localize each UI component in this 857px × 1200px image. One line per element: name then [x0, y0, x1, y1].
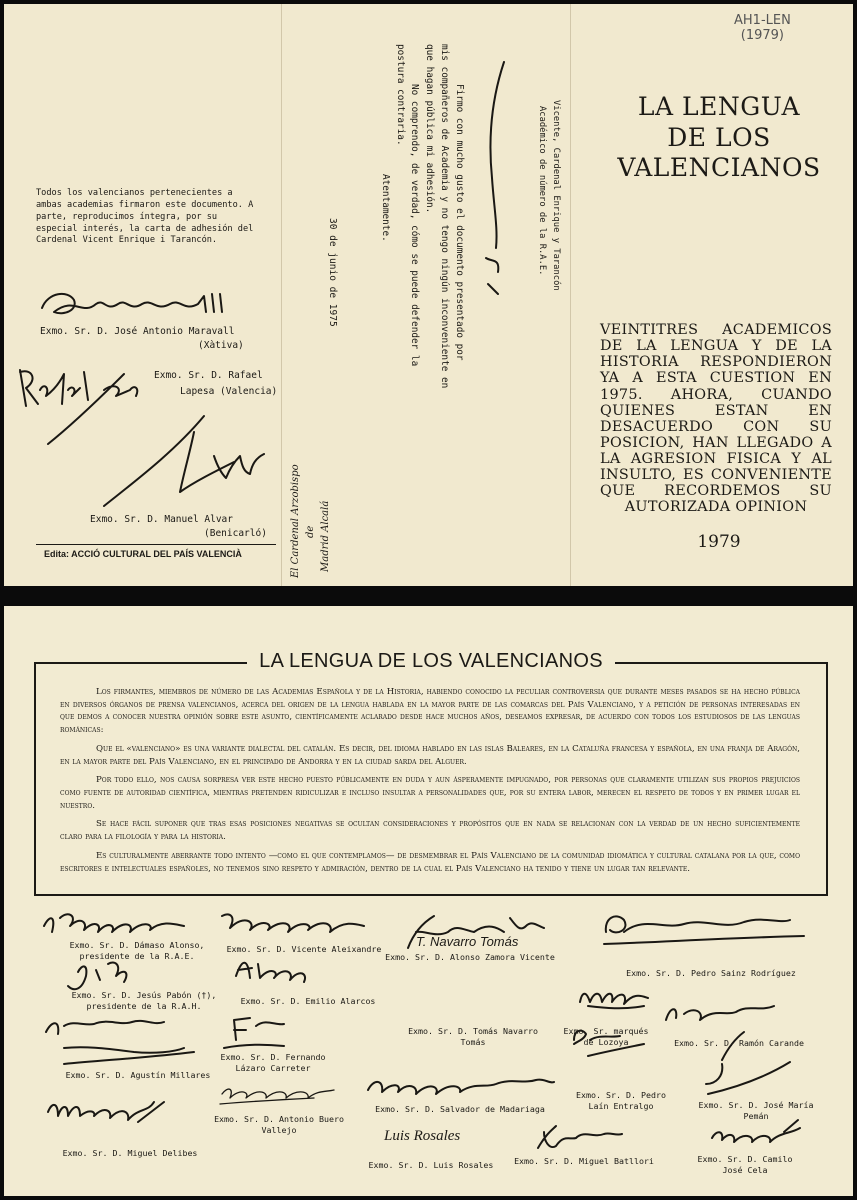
- archive-stamp: [734, 14, 791, 44]
- signatory-line: Pemán: [743, 1110, 769, 1121]
- signatory-line: Exmo. Sr. D. Dámaso Alonso,: [69, 940, 205, 950]
- signatory-line: Exmo. Sr. D. Emilio Alarcos: [240, 996, 376, 1006]
- signatory-line: Exmo. Sr. D. Pedro: [576, 1090, 666, 1100]
- stamp-year: (1979): [740, 27, 785, 43]
- signatory-line: Exmo. Sr. D. Vicente Aleixandre: [226, 944, 382, 954]
- signatory-line: Tomás: [460, 1036, 486, 1047]
- signer-place: (Benicarló): [204, 528, 267, 539]
- alvar-signature: [94, 412, 274, 512]
- cover-title: [604, 92, 834, 184]
- manifesto-title: LA LENGUA DE LOS VALENCIANOS: [247, 650, 615, 672]
- signer-name: Exmo. Sr. D. Manuel Alvar: [90, 514, 233, 525]
- letter-line: mis compañeros de Academia y no tengo ningún inconveniente en: [439, 44, 451, 389]
- signatory-line: presidente de la R.A.E.: [79, 950, 195, 961]
- signatory-caption: [214, 944, 394, 955]
- signer-name: Exmo. Sr. D. Rafael: [154, 370, 263, 381]
- cover-title-line: LA LENGUA: [637, 92, 801, 121]
- signatory-caption: [228, 996, 388, 1007]
- cover-title-line: VALENCIANOS: [617, 153, 821, 182]
- signer-place: Lapesa (Valencia): [180, 386, 278, 397]
- signatory-line: Exmo. Sr. D. Camilo: [697, 1154, 793, 1164]
- paragraph: Se hace fácil suponer que tras esas posiciones negativas se ocultan consideraciones y propósitos que en nada se relacionan con la verdad de un hecho suficientemente claro para la filología y para la historia.: [60, 819, 800, 843]
- signatory-line: Vallejo: [261, 1124, 297, 1135]
- signatory-line: Exmo. Sr. marqués: [563, 1026, 649, 1036]
- letterhead-line: El Cardenal Arzobispo: [290, 464, 301, 578]
- signatory-line: Exmo. Sr. D. Alonso Zamora Vicente: [385, 952, 555, 962]
- signatory-caption: [556, 1090, 686, 1112]
- letterhead-line: de: [305, 525, 316, 538]
- signatory-line: de Lozoya: [583, 1036, 629, 1047]
- letterhead-line: Madrid Alcalá: [320, 500, 331, 572]
- letter-date-text: 30 de junio de 1975: [327, 218, 338, 327]
- editor-credit: Edita: ACCIÓ CULTURAL DEL PAÍS VALENCIÀ: [44, 549, 242, 559]
- signature-line: Vicente, Cardenal Enrique y Tarancón: [551, 100, 561, 291]
- paragraph: Por todo ello, nos causa sorpresa ver este hecho puesto públicamente en duda y aun ásperamente impugnado, por personas que claramente utilizan sus propios prejuicios como fuente de autoridad científica, mientras pretenden ridiculizar e incluso insultar a personalidades que, por su entera labor, merecen el respeto de todos y en primer lugar el nuestro.: [60, 775, 800, 811]
- signatory-line: Exmo. Sr. D. Miguel Delibes: [62, 1148, 198, 1158]
- signatory-caption: [616, 968, 806, 979]
- signatory-caption: [360, 1104, 560, 1115]
- signatory-caption: [680, 1154, 810, 1176]
- letter-line: Firmo con mucho gusto el documento presentado por: [454, 84, 465, 361]
- signatory-caption: [654, 1038, 824, 1049]
- divider: [36, 544, 276, 545]
- signatory-line: Exmo. Sr. D. Pedro Sainz Rodríguez: [626, 968, 796, 978]
- paragraph: Que el «valenciano» es una variante dialectal del catalán. Es decir, del idioma hablado en las islas Baleares, en la Cataluña francesa y española, en una franja de Aragón, en la mayor parte del País Valenciano, en el principado de Andorra y en la ciudad sarda del Alguer.: [60, 743, 800, 767]
- navarro-signature: T. Navarro Tomás: [416, 934, 519, 949]
- signatory-caption: [54, 990, 234, 1012]
- signer-name: Exmo. Sr. D. José Antonio Maravall: [40, 326, 235, 337]
- signatory-caption: [370, 952, 570, 963]
- signatory-line: Laín Entralgo: [588, 1100, 654, 1111]
- maravall-signature: [34, 286, 274, 326]
- letter-line: postura contraria.: [394, 44, 406, 146]
- signatory-caption: [398, 1026, 548, 1048]
- signer-place: (Xàtiva): [198, 340, 244, 351]
- signatory-caption: [356, 1160, 506, 1171]
- signatory-caption: [50, 1148, 210, 1159]
- fold-line: [281, 4, 282, 586]
- signatory-line: Exmo. Sr. D. Luis Rosales: [368, 1160, 494, 1170]
- signatory-line: Exmo. Sr. D. José María: [698, 1100, 814, 1110]
- signatory-line: Exmo. Sr. D. Jesús Pabón (†),: [71, 990, 217, 1000]
- signatory-line: Exmo. Sr. D. Miguel Batllori: [514, 1156, 654, 1166]
- paragraph: Los firmantes, miembros de número de las Academias Española y de la Historia, habiendo conocido la peculiar controversia que durante meses pasados se ha hecho pública en diversos órganos de prensa valencianos, acerca del origen de la lengua hablada en la mayor parte de las comarcas del País Valenciano, y a petición de personas interesadas en que demos a conocer nuestra opinión sobre este asunto, científicamente aclarado desde hace muchos años, deseamos expresar, de acuerdo con todos los estudiosos de las lenguas románicas:: [60, 687, 800, 736]
- signatory-line: Exmo. Sr. D. Tomás Navarro: [408, 1026, 538, 1036]
- signatory-line: José Cela: [722, 1164, 768, 1175]
- signatory-line: Exmo. Sr. D. Agustín Millares: [65, 1070, 211, 1080]
- letterhead: [288, 464, 402, 586]
- cover-year: 1979: [697, 532, 741, 552]
- manifesto-page: [4, 606, 853, 1196]
- signatory-caption: [556, 1026, 656, 1048]
- signatory-line: presidente de la R.A.H.: [86, 1000, 202, 1011]
- cover-title-line: DE LOS: [667, 122, 771, 152]
- rosales-signature: Luis Rosales: [384, 1128, 461, 1144]
- signatory-line: Exmo. Sr. D. Fernando: [220, 1052, 326, 1062]
- signatory-caption: [686, 1100, 826, 1122]
- signatory-line: Exmo. Sr. D. Ramón Carande: [674, 1038, 804, 1048]
- stamp-code: AH1-LEN: [734, 13, 791, 28]
- cover-subtitle: VEINTITRES ACADEMICOS DE LA LENGUA Y DE LA HISTORIA RESPONDIERON YA A ESTA CUESTION EN 1975. AHORA, CUANDO QUIENES ESTAN EN DESACUERDO CON SU POSICION, HAN LLEGADO A LA AGRESION FISICA Y AL INSULTO, ES CONVENIENTE QUE RECORDEMOS SU AUTORIZADA OPINION: [600, 322, 832, 516]
- intro-note: Todos los valencianos pertenecientes a ambas academias firmaron este documento. A parte, reproducimos íntegra, por su especial interés, la carta de adhesión del Cardenal Vicent Enrique i Tarancón.: [36, 188, 254, 246]
- signatory-line: Lázaro Carreter: [235, 1062, 311, 1073]
- signatory-caption: [208, 1052, 338, 1074]
- paragraph: Es culturalmente aberrante todo intento —como el que contemplamos— de desmembrar el País Valenciano de la comunidad idiomática y cultural catalana por la que, como escritores e intelectuales españoles, no tenemos sino respeto y admiración, dentro de la cual el País Valenciano ha tenido y tiene un lugar tan relevante.: [60, 850, 800, 874]
- leaflet-page: [4, 4, 853, 586]
- letter-line: No comprendo, de verdad, cómo se puede defender la: [409, 84, 421, 367]
- signatory-caption: [504, 1156, 664, 1167]
- letter-closing: Atentamente.: [379, 174, 391, 242]
- letter-line: que hagan pública mi adhesión.: [424, 44, 436, 214]
- signatory-caption: [48, 1070, 228, 1081]
- tarancon-signature: [478, 58, 518, 298]
- signatory-caption: [52, 940, 222, 962]
- signature-line: Académico de número de la R.A.E.: [537, 106, 548, 276]
- signatory-line: Exmo. Sr. D. Antonio Buero: [214, 1114, 344, 1124]
- signatory-caption: [204, 1114, 354, 1136]
- signatory-line: Exmo. Sr. D. Salvador de Madariaga: [375, 1104, 545, 1114]
- manifesto-text: [60, 686, 800, 881]
